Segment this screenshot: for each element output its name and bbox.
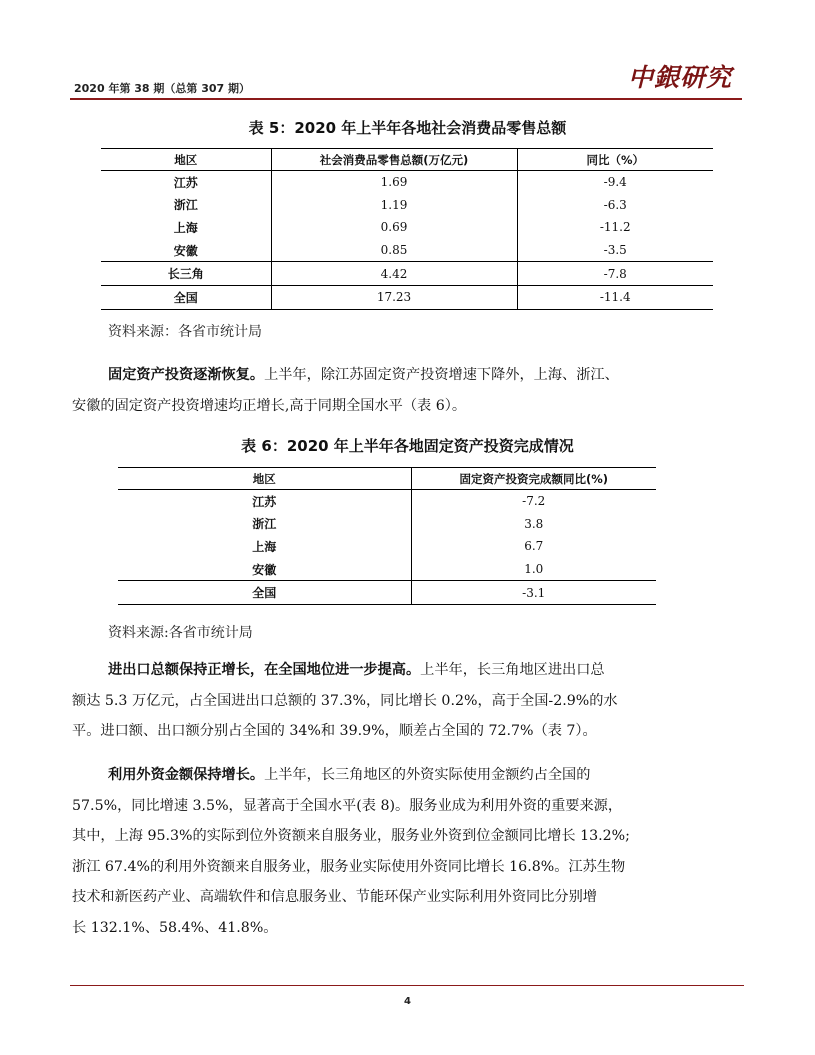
table6-title: 表 6：2020 年上半年各地固定资产投资完成情况 — [241, 437, 574, 455]
value-cell: 17.23 — [271, 285, 517, 309]
table5-title: 表 5：2020 年上半年各地社会消费品零售总额 — [248, 119, 567, 137]
value-cell: 0.85 — [271, 239, 517, 262]
table6 — [118, 467, 656, 605]
value-cell: 1.69 — [271, 171, 517, 194]
value-cell: 1.19 — [271, 194, 517, 217]
table-row — [118, 513, 656, 536]
paragraph-heading: 进出口总额保持正增长，在全国地位进一步提高。 — [108, 662, 421, 678]
header-divider — [70, 98, 742, 100]
table-row — [118, 581, 656, 605]
value-cell: 4.42 — [271, 262, 517, 286]
paragraph-fixed-investment — [72, 360, 744, 421]
paragraph-line: 其中，上海 95.3%的实际到位外资额来自服务业，服务业外资到位金额同比增长 13.2%; — [72, 828, 630, 844]
region-cell: 安徽 — [252, 562, 277, 577]
value-cell: -3.1 — [411, 581, 656, 605]
paragraph-foreign-investment — [72, 760, 744, 943]
region-cell: 长三角 — [167, 267, 204, 282]
table5 — [101, 148, 713, 310]
yoy-cell: -11.2 — [517, 216, 713, 239]
region-cell: 江苏 — [173, 175, 198, 190]
paragraph-heading: 固定资产投资逐渐恢复。 — [108, 367, 265, 383]
table5-source: 资料来源：各省市统计局 — [108, 324, 262, 340]
table-row — [101, 262, 713, 286]
yoy-cell: -3.5 — [517, 239, 713, 262]
paragraph-line: 额达 5.3 万亿元，占全国进出口总额的 37.3%，同比增长 0.2%，高于全国-2.9%的水 — [72, 692, 618, 709]
table6-source: 资料来源:各省市统计局 — [108, 625, 253, 641]
paragraph-line: 技术和新医药产业、高端软件和信息服务业、节能环保产业实际利用外资同比分别增 — [72, 889, 597, 905]
footer-divider — [70, 985, 744, 986]
region-cell: 浙江 — [173, 198, 198, 213]
paragraph-line: 上半年，除江苏固定资产投资增速下降外，上海、浙江、 — [264, 367, 619, 383]
paragraph-line: 上半年，长三角地区进出口总 — [420, 662, 605, 678]
paragraph-line: 长 132.1%、58.4%、41.8%。 — [72, 919, 278, 936]
paragraph-line: 平。进口额、出口额分别占全国的 34%和 39.9%，顺差占全国的 72.7%（表 7）。 — [72, 723, 597, 739]
page-number: 4 — [404, 996, 411, 1007]
value-cell: 6.7 — [411, 535, 656, 558]
value-cell: 0.69 — [271, 216, 517, 239]
paragraph-line: 上半年，长三角地区的外资实际使用金额约占全国的 — [264, 767, 591, 783]
value-cell: 3.8 — [411, 513, 656, 536]
yoy-cell: -7.8 — [517, 262, 713, 286]
table-row — [101, 239, 713, 262]
table6-header-yoy: 固定资产投资完成额同比(%) — [411, 468, 656, 490]
yoy-cell: -6.3 — [517, 194, 713, 217]
table-row — [101, 171, 713, 194]
table6-header-row — [118, 468, 656, 490]
table6-header-region: 地区 — [252, 471, 276, 486]
value-cell: -7.2 — [411, 490, 656, 513]
region-cell: 江苏 — [252, 494, 277, 509]
region-cell: 上海 — [173, 220, 198, 235]
table-row — [118, 558, 656, 581]
yoy-cell: -9.4 — [517, 171, 713, 194]
publisher-logo: 中銀研究 — [628, 63, 733, 92]
region-cell: 全国 — [252, 586, 277, 601]
table5-header-row — [101, 149, 713, 171]
paragraph-heading: 利用外资金额保持增长。 — [108, 767, 265, 783]
paragraph-line: 浙江 67.4%的利用外资额来自服务业，服务业实际使用外资同比增长 16.8%。江苏生物 — [72, 858, 626, 875]
table-row — [118, 535, 656, 558]
issue-label: 2020 年第 38 期（总第 307 期） — [74, 82, 251, 95]
table-row — [118, 490, 656, 513]
region-cell: 全国 — [173, 290, 198, 305]
value-cell: 1.0 — [411, 558, 656, 581]
table-row — [101, 194, 713, 217]
table-row — [101, 285, 713, 309]
region-cell: 浙江 — [252, 517, 277, 532]
region-cell: 安徽 — [173, 243, 198, 258]
yoy-cell: -11.4 — [517, 285, 713, 309]
table5-header-retail: 社会消费品零售总额(万亿元) — [271, 149, 517, 171]
table5-header-region: 地区 — [174, 152, 198, 167]
paragraph-trade — [72, 655, 744, 747]
paragraph-line: 安徽的固定资产投资增速均正增长,高于同期全国水平（表 6）。 — [72, 397, 467, 414]
region-cell: 上海 — [252, 539, 277, 554]
table5-header-yoy: 同比（%） — [517, 149, 713, 171]
paragraph-line: 57.5%，同比增速 3.5%，显著高于全国水平(表 8)。服务业成为利用外资的重要来源， — [72, 797, 623, 814]
table-row — [101, 216, 713, 239]
